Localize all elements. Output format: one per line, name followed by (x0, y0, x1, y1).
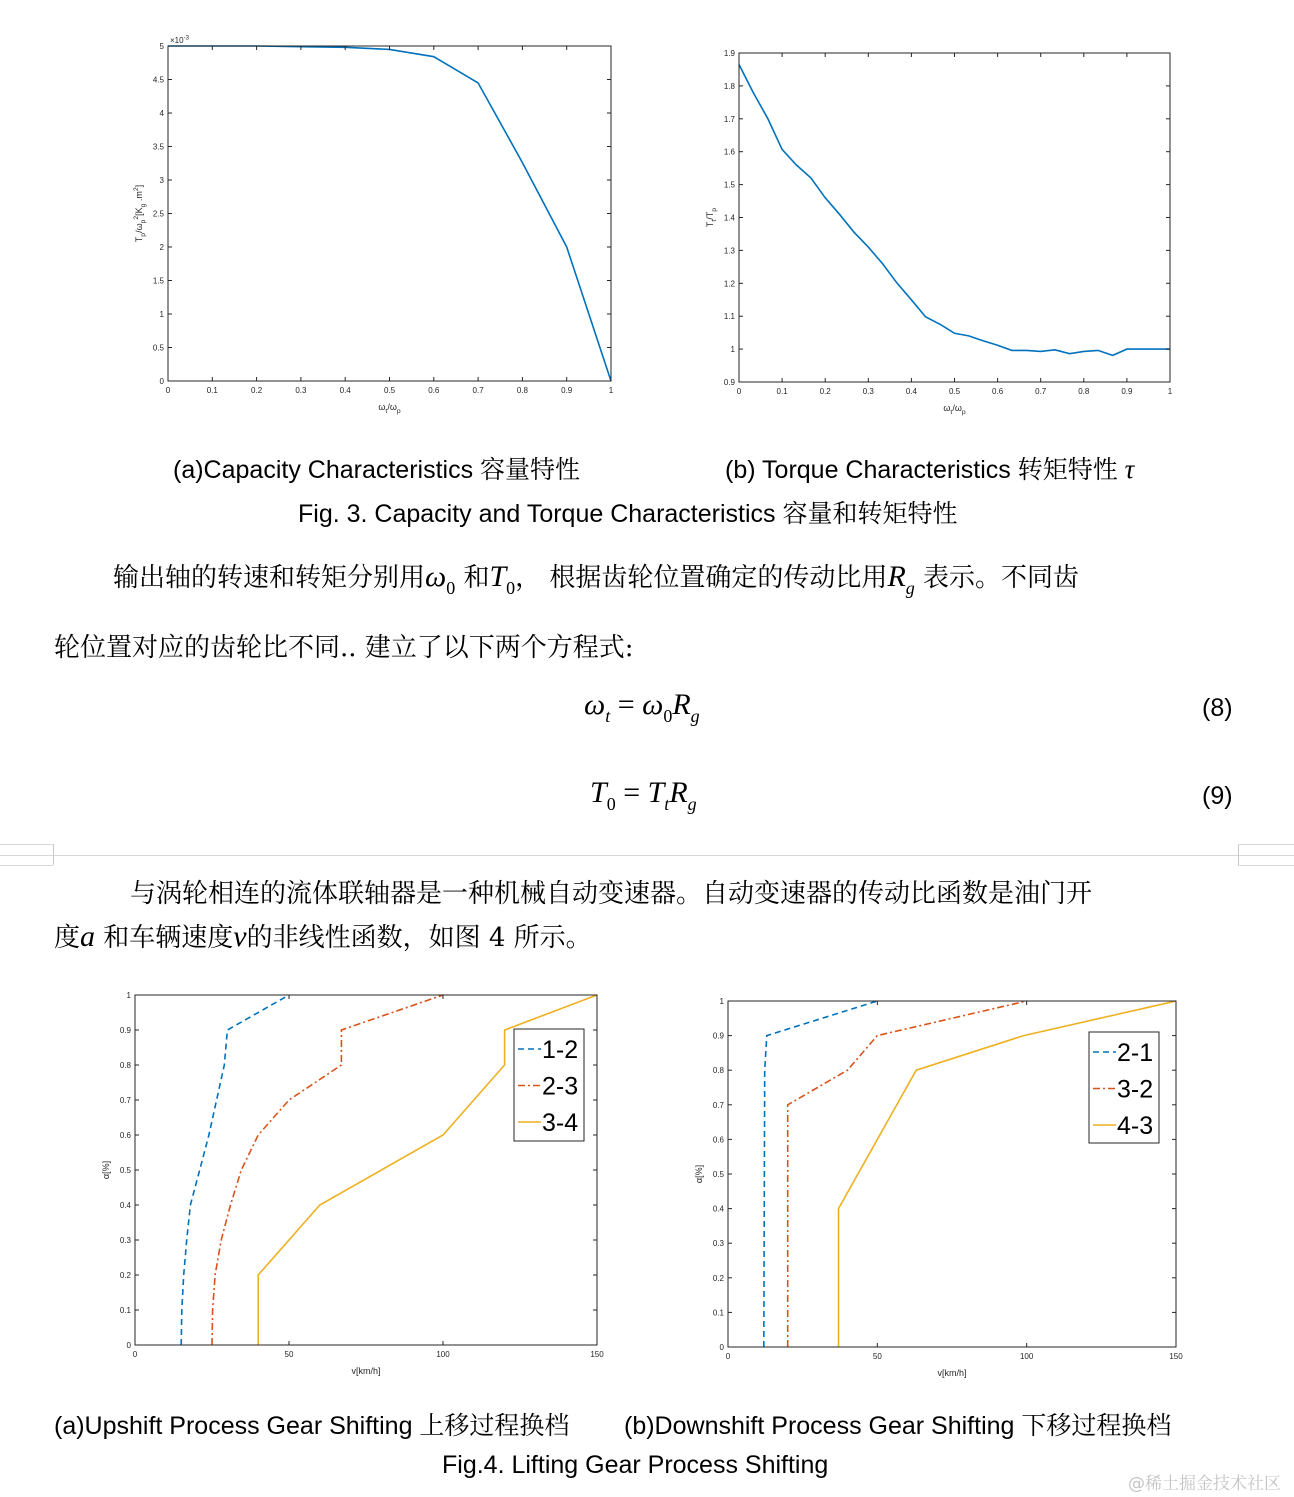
x-tick-label: 50 (284, 1350, 294, 1359)
label-part: p (396, 408, 401, 416)
y-tick-label: 0.8 (119, 1061, 131, 1070)
page-corner-mark (0, 865, 53, 866)
capacity-characteristics-chart (120, 30, 630, 420)
eq-symbol: R (672, 688, 691, 721)
y-tick-label: 1.1 (723, 312, 735, 322)
legend-label: 4-3 (1117, 1112, 1154, 1140)
downshift-chart (690, 990, 1190, 1390)
x-tick-label: 0.8 (1078, 387, 1090, 396)
eq-symbol: ω (584, 688, 606, 721)
x-tick-label: 0 (725, 1352, 731, 1361)
label-part: α[%] (101, 1160, 111, 1180)
label-part: ω (943, 403, 951, 413)
y-tick-label: 1 (126, 991, 131, 1000)
y-axis-label (694, 1165, 704, 1183)
paragraph-2-line-1: 与涡轮相连的流体联轴器是一种机械自动变速器。自动变速器的传动比函数是油门开 (130, 879, 1093, 909)
page-corner-mark (1238, 844, 1294, 865)
y-tick-label: 0.8 (712, 1066, 724, 1076)
omega-symbol: ω (425, 560, 447, 593)
y-tick-label: 1.8 (723, 81, 735, 91)
y-tick-label: 0.6 (712, 1135, 724, 1145)
x-tick-label: 0.8 (516, 386, 528, 395)
equation-8 (584, 688, 700, 726)
text: 和 (463, 563, 490, 593)
x-tick-label: 50 (872, 1352, 882, 1361)
equation-9-number: (9) (1202, 782, 1233, 810)
y-tick-label: 2 (159, 243, 164, 252)
x-tick-label: 100 (436, 1350, 450, 1359)
y-tick-label: 0.1 (119, 1306, 131, 1315)
series-line-2-1 (764, 1001, 878, 1347)
y-tick-label: 0.3 (712, 1239, 724, 1249)
fig4-caption: Fig.4. Lifting Gear Process Shifting (442, 1451, 829, 1479)
equals: = (615, 776, 648, 809)
y-tick-label: 0 (159, 377, 164, 386)
text: 的非线性函数，如图 4 所示。 (246, 923, 592, 953)
subscript: 0 (446, 578, 456, 598)
text: 输出轴的转速和转矩分别用 (113, 563, 426, 593)
paragraph-2-line-2 (54, 917, 592, 954)
series-line-2-3 (212, 995, 443, 1345)
x-tick-label: 0.7 (472, 386, 484, 395)
legend-label: 2-3 (542, 1072, 579, 1101)
legend-label: 2-1 (1117, 1039, 1154, 1067)
x-tick-label: 150 (590, 1350, 604, 1359)
label-part: p (961, 409, 966, 417)
x-tick-label: 0.9 (561, 386, 573, 395)
y-tick-label: 0.5 (152, 343, 164, 353)
x-tick-label: 0.2 (819, 387, 831, 396)
label-part: 2 (132, 187, 140, 192)
legend-label: 3-2 (1117, 1075, 1154, 1104)
label-part: t (385, 408, 388, 416)
y-tick-label: 3 (159, 176, 164, 185)
subscript: t (664, 794, 670, 814)
x-tick-label: 0.2 (251, 386, 263, 395)
subscript: 0 (663, 706, 673, 726)
label-part: /ω (387, 402, 397, 412)
label-part: -3 (183, 35, 189, 42)
subscript: g (687, 794, 697, 814)
text: ， 根据齿轮位置确定的传动比用 (515, 563, 888, 593)
t-symbol: T (489, 560, 507, 593)
subscript: 0 (506, 578, 516, 598)
label-part: 2 (132, 215, 140, 220)
y-tick-label: 5 (159, 42, 164, 51)
equation-8-number: (8) (1202, 694, 1233, 722)
x-tick-label: 0.3 (862, 387, 874, 396)
upshift-chart (95, 985, 610, 1385)
y-tick-label: 3.5 (152, 142, 164, 152)
x-tick-label: 1 (1167, 387, 1173, 396)
x-tick-label: 150 (1169, 1352, 1183, 1361)
y-tick-label: 1.6 (723, 147, 735, 157)
y-axis-label (101, 1161, 111, 1179)
y-tick-label: 4.5 (152, 75, 164, 85)
page-corner-mark (1238, 844, 1294, 845)
x-tick-label: 1 (608, 386, 614, 395)
equation-9 (590, 776, 697, 814)
y-tick-label: 0.2 (712, 1273, 724, 1283)
x-tick-label: 0.5 (383, 386, 396, 395)
y-tick-label: 1 (719, 997, 724, 1006)
label-part: g (140, 203, 148, 208)
series-line-3-2 (788, 1001, 1027, 1347)
x-tick-label: 0 (132, 1350, 138, 1359)
label-part: ×10 (170, 36, 184, 45)
y-tick-label: 0.9 (119, 1026, 131, 1035)
x-tick-label: 0 (736, 387, 742, 396)
label-part: t (711, 219, 719, 222)
y-tick-label: 0.7 (119, 1096, 131, 1105)
text: 和车辆速度 (95, 923, 234, 953)
x-tick-label: 0.5 (948, 387, 961, 396)
y-tick-label: 0.1 (712, 1308, 724, 1318)
label-part: T (134, 236, 144, 243)
fig4a-caption: (a)Upshift Process Gear Shifting 上移过程换档 (54, 1412, 570, 1440)
x-tick-label: 0.1 (206, 386, 218, 395)
eq-symbol: R (669, 776, 688, 809)
label-part: [K (134, 207, 144, 216)
y-tick-label: 0.6 (119, 1131, 131, 1140)
x-axis-label (351, 1366, 380, 1376)
label-part: ω (378, 402, 386, 412)
y-tick-label: 4 (159, 109, 164, 118)
torque-characteristics-chart (690, 40, 1190, 420)
subscript: 0 (606, 794, 616, 814)
subscript: t (605, 706, 611, 726)
y-tick-label: 0.7 (712, 1100, 724, 1110)
page-corner-mark (1238, 865, 1294, 866)
series-line-torque-ratio (739, 65, 1170, 356)
label-part: p (140, 232, 148, 237)
x-tick-label: 0.1 (776, 387, 788, 396)
x-tick-label: 0.6 (428, 386, 440, 395)
label-part: v[km/h] (937, 1368, 967, 1378)
y-exponent-label (170, 35, 190, 45)
eq-symbol: ω (642, 688, 664, 721)
y-tick-label: 1.5 (723, 180, 735, 190)
series-line-1-2 (181, 995, 289, 1345)
y-tick-label: 1.3 (723, 246, 735, 256)
y-tick-label: 1.4 (723, 213, 735, 223)
r-symbol: R (887, 560, 906, 593)
watermark: @稀土掘金技术社区 (1128, 1474, 1281, 1494)
v-symbol: v (233, 920, 247, 953)
label-part: t (950, 409, 953, 417)
y-tick-label: 1.2 (723, 279, 735, 289)
label-part: α[%] (694, 1164, 704, 1184)
y-tick-label: 0.3 (119, 1236, 131, 1245)
y-tick-label: 1 (159, 310, 164, 319)
page-corner-mark (0, 844, 53, 845)
alpha-symbol: a (80, 920, 96, 953)
y-tick-label: 0.9 (712, 1031, 724, 1041)
y-tick-label: 2.5 (152, 209, 164, 219)
y-tick-label: 1.5 (152, 276, 164, 286)
x-tick-label: 0 (165, 386, 171, 395)
y-tick-label: 0.2 (119, 1271, 131, 1280)
x-axis-label (943, 403, 965, 416)
label-part: T (705, 221, 715, 228)
x-tick-label: 0.4 (339, 386, 351, 395)
paragraph-1-line-1 (113, 557, 1080, 598)
text: 表示。不同齿 (923, 563, 1080, 593)
y-tick-label: 1 (730, 345, 735, 355)
fig3b-caption (725, 450, 1134, 486)
eq-symbol: T (590, 776, 607, 809)
label-part: /ω (134, 223, 144, 233)
tau-symbol: τ (1124, 454, 1135, 484)
series-line-capacity (168, 46, 611, 381)
legend-label: 3-4 (542, 1109, 579, 1137)
subscript: g (690, 706, 700, 726)
y-tick-label: 0.5 (119, 1166, 131, 1175)
fig3a-caption: (a)Capacity Characteristics 容量特性 (173, 456, 581, 484)
fig3-caption: Fig. 3. Capacity and Torque Characteristics 容量和转矩特性 (298, 500, 958, 528)
x-tick-label: 0.3 (295, 386, 307, 395)
label-part: /ω (952, 403, 962, 413)
x-tick-label: 100 (1019, 1352, 1034, 1361)
y-axis-label (133, 185, 147, 242)
paragraph-1-line-2: 轮位置对应的齿轮比不同.. 建立了以下两个方程式: (54, 633, 634, 663)
label-part: p (140, 219, 148, 224)
x-tick-label: 0.7 (1035, 387, 1047, 396)
plot-frame (168, 46, 611, 381)
text: 度 (54, 923, 81, 953)
y-tick-label: 0.9 (723, 378, 735, 387)
y-tick-label: 1.7 (723, 114, 735, 124)
page-corner-mark (0, 844, 54, 865)
label-part: v[km/h] (351, 1366, 381, 1376)
fig3b-caption-text: (b) Torque Characteristics 转矩特性 (725, 456, 1118, 484)
label-part: .m (134, 191, 144, 204)
subscript: g (905, 578, 915, 598)
y-tick-label: 0 (126, 1341, 131, 1350)
page-break-divider (0, 855, 1294, 856)
legend-label: 1-2 (542, 1036, 579, 1064)
label-part: p (711, 207, 719, 212)
x-tick-label: 0.9 (1121, 387, 1133, 396)
y-axis-label (705, 208, 718, 227)
y-tick-label: 0.4 (119, 1201, 131, 1210)
equals: = (610, 688, 643, 721)
label-part: /T (705, 211, 715, 220)
x-tick-label: 0.4 (905, 387, 917, 396)
y-tick-label: 1.9 (723, 49, 735, 58)
y-tick-label: 0.5 (712, 1170, 724, 1179)
fig4b-caption: (b)Downshift Process Gear Shifting 下移过程换档 (624, 1412, 1172, 1440)
y-tick-label: 0.4 (712, 1204, 724, 1214)
x-axis-label (378, 402, 400, 415)
x-tick-label: 0.6 (992, 387, 1004, 396)
eq-symbol: T (647, 776, 665, 809)
label-part: ] (134, 184, 144, 188)
y-tick-label: 0 (719, 1343, 724, 1352)
x-axis-label (937, 1368, 966, 1378)
